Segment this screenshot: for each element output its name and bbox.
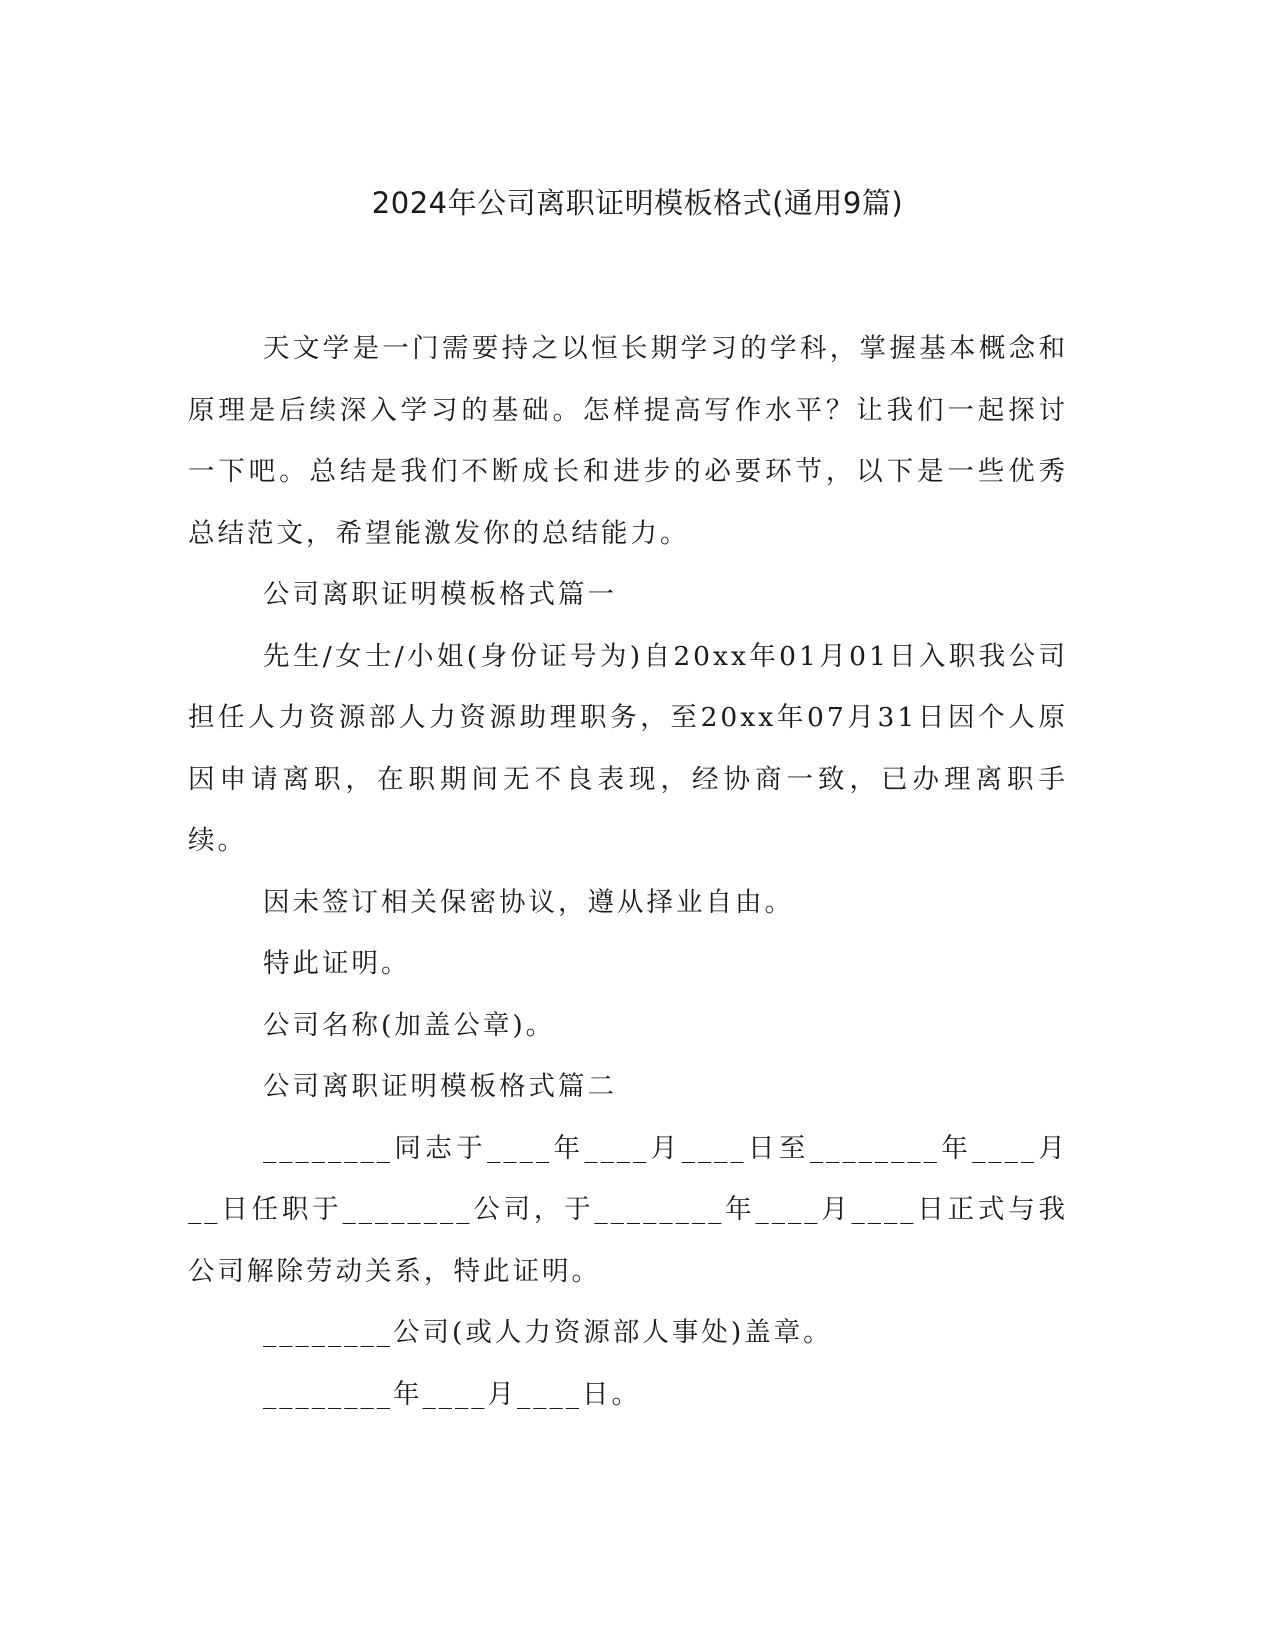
certificate-paragraph-1: 先生/女士/小姐(身份证号为)自20xx年01月01日入职我公司担任人力资源部人力资源助理职务，至20xx年07月31日因个人原因申请离职，在职期间无不良表现，经协商一致，已办理离职手续。 — [188, 640, 1068, 856]
company-stamp-line: ________公司(或人力资源部人事处)盖章。 — [263, 1317, 833, 1348]
section-heading-2: 公司离职证明模板格式篇二 — [263, 1071, 617, 1102]
intro-paragraph: 天文学是一门需要持之以恒长期学习的学科，掌握基本概念和原理是后续深入学习的基础。怎样提高写作水平？让我们一起探讨一下吧。总结是我们不断成长和进步的必要环节，以下是一些优秀总结范文，希望能激发你的总结能力。 — [188, 333, 1068, 549]
date-line: ________年____月____日。 — [263, 1378, 641, 1410]
company-seal-line: 公司名称(加盖公章)。 — [263, 1009, 556, 1041]
section-heading-1: 公司离职证明模板格式篇一 — [263, 579, 617, 610]
document-title: 2024年公司离职证明模板格式(通用9篇) — [371, 186, 904, 220]
confidentiality-paragraph: 因未签订相关保密协议，遵从择业自由。 — [263, 886, 794, 918]
certification-line: 特此证明。 — [263, 948, 411, 979]
certificate-paragraph-2: ________同志于____年____月____日至________年____月__日任职于________公司，于________年____月____日正式与我公司解除劳动关系，特此证明。 — [188, 1132, 1068, 1287]
document-body — [188, 318, 1068, 1425]
